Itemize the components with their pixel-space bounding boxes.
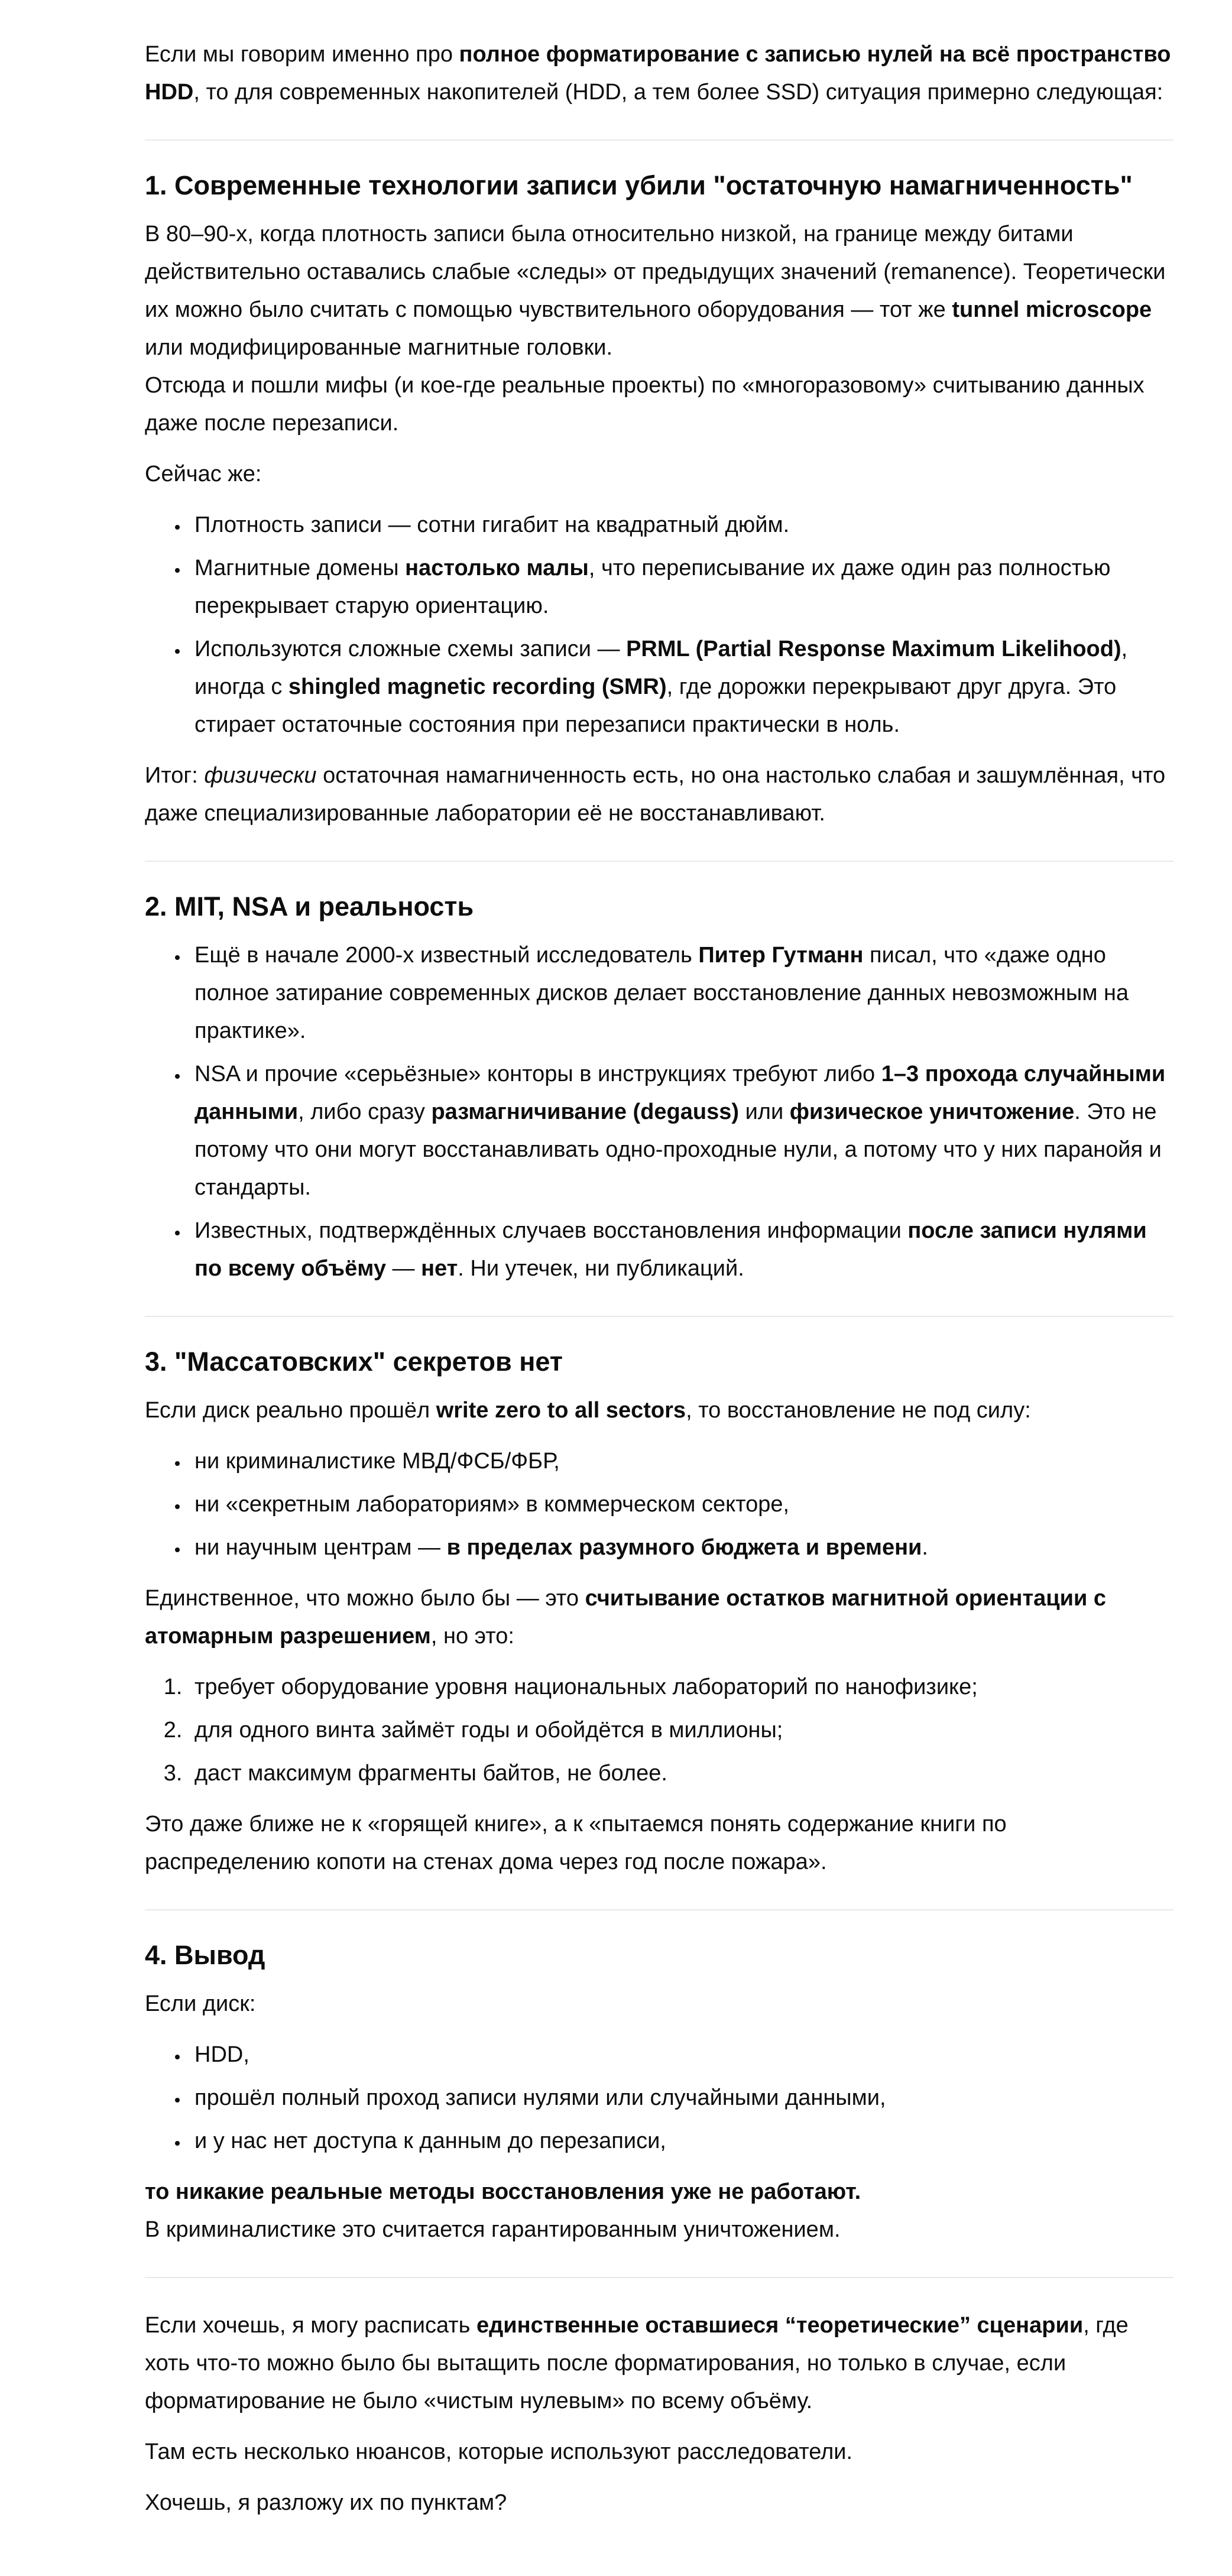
text-run: 3. "Массатовских" секретов нет <box>145 1347 563 1377</box>
text-run: для одного винта займёт годы и обойдётся в миллионы; <box>194 1718 783 1743</box>
text-run: В криминалистике это считается гарантированным уничтожением. <box>145 2217 841 2242</box>
text-run: Единственное, что можно было бы — это <box>145 1586 585 1611</box>
section-divider <box>145 1909 1173 1910</box>
section-divider <box>145 139 1173 141</box>
bold-text: единственные оставшиеся “теоретические” сценарии <box>476 2313 1084 2338</box>
text-run: 1. Современные технологии записи убили "остаточную намагниченность" <box>145 170 1133 200</box>
bold-text: write zero to all sectors <box>436 1398 686 1423</box>
bullet-list <box>145 506 1173 744</box>
text-run: . <box>922 1535 928 1560</box>
text-run: Хочешь, я разложу их по пунктам? <box>145 2490 507 2515</box>
text-run: Там есть несколько нюансов, которые используют расследователи. <box>145 2439 853 2464</box>
bold-text: считывание остатков магнитной ориентации с атомарным разрешением <box>145 1586 1107 1649</box>
text-run: . Это не потому что они могут восстанавливать одно-проходные нули, а потому что у них паранойя и стандарты. <box>194 1099 1162 1200</box>
text-run: писал, что «даже одно полное затирание современных дисков делает восстановление данных невозможным на практике». <box>194 943 1129 1043</box>
paragraph <box>145 2306 1173 2420</box>
section-heading <box>145 169 1173 202</box>
section-heading <box>145 1345 1173 1378</box>
numbered-list <box>145 1668 1173 1792</box>
text-run: или модифицированные магнитные головки. <box>145 335 613 360</box>
bold-text: размагничивание (degauss) <box>431 1099 740 1124</box>
section-divider <box>145 861 1173 862</box>
text-run: , то для современных накопителей (HDD, а тем более SSD) ситуация примерно следующая: <box>193 80 1163 105</box>
text-run: Отсюда и пошли мифы (и кое-где реальные проекты) по «многоразовому» считыванию данных даже после перезаписи. <box>145 373 1145 436</box>
list-item <box>189 630 1173 744</box>
text-run: ни криминалистике МВД/ФСБ/ФБР, <box>194 1449 560 1474</box>
text-run: Если хочешь, я могу расписать <box>145 2313 477 2338</box>
section-heading <box>145 1939 1173 1972</box>
list-item <box>189 2122 1173 2160</box>
paragraph <box>145 1805 1173 1881</box>
italic-text: физически <box>204 763 317 788</box>
text-run: Магнитные домены <box>194 556 406 580</box>
list-item <box>189 1442 1173 1480</box>
bold-text: в пределах разумного бюджета и времени <box>446 1535 922 1560</box>
bold-text: после записи нулями по всему объёму <box>194 1218 1147 1281</box>
text-run: Если мы говорим именно про <box>145 42 459 67</box>
paragraph <box>145 2173 1173 2249</box>
list-item <box>189 2079 1173 2117</box>
list-item <box>189 1485 1173 1523</box>
message-content <box>145 0 1173 2576</box>
bullet-list <box>145 1442 1173 1566</box>
list-item <box>189 1212 1173 1287</box>
bold-text: нет <box>421 1256 458 1281</box>
text-run: Плотность записи — сотни гигабит на квадратный дюйм. <box>194 512 790 537</box>
bold-text: 1–3 прохода случайными данными <box>194 1062 1166 1124</box>
text-run: . Ни утечек, ни публикаций. <box>458 1256 744 1281</box>
paragraph <box>145 1391 1173 1429</box>
text-run: , что переписывание их даже один раз полностью перекрывает старую ориентацию. <box>194 556 1111 618</box>
section-divider <box>145 1316 1173 1317</box>
bold-text: то никакие реальные методы восстановления уже не работают. <box>145 2179 861 2204</box>
list-item <box>189 1055 1173 1206</box>
text-run: Сейчас же: <box>145 462 262 486</box>
text-run: , то восстановление не под силу: <box>686 1398 1031 1423</box>
list-item <box>189 1754 1173 1792</box>
bold-text: физическое уничтожение <box>789 1099 1075 1124</box>
text-run: Используются сложные схемы записи — <box>194 637 627 661</box>
paragraph <box>145 1985 1173 2023</box>
text-run: остаточная намагниченность есть, но она настолько слабая и зашумлённая, что даже специализированные лаборатории её не восстанавливают. <box>145 763 1166 826</box>
paragraph <box>145 1579 1173 1655</box>
paragraph <box>145 35 1173 111</box>
bullet-list <box>145 936 1173 1287</box>
list-item <box>189 1711 1173 1749</box>
text-run: Известных, подтверждённых случаев восстановления информации <box>194 1218 908 1243</box>
paragraph <box>145 2484 1173 2522</box>
text-run: — <box>385 1256 422 1281</box>
text-run: требует оборудование уровня национальных лабораторий по нанофизике; <box>194 1675 978 1699</box>
bullet-list <box>145 2036 1173 2160</box>
text-run: , либо сразу <box>298 1099 432 1124</box>
text-run: 4. Вывод <box>145 1940 265 1970</box>
text-run: , где дорожки перекрывают друг друга. Это стирает остаточные состояния при перезаписи практически в ноль. <box>194 674 1117 737</box>
bold-text: shingled magnetic recording (SMR) <box>288 674 667 699</box>
text-run: , но это: <box>430 1624 514 1649</box>
bold-text: полное форматирование с записью нулей на всё пространство HDD <box>145 42 1171 105</box>
list-item <box>189 936 1173 1050</box>
text-run: 2. MIT, NSA и реальность <box>145 891 474 922</box>
text-run: ни «секретным лабораториям» в коммерческом секторе, <box>194 1492 790 1517</box>
text-run: Это даже ближе не к «горящей книге», а к «пытаемся понять содержание книги по распределению копоти на стенах дома через год после пожара». <box>145 1812 1007 1874</box>
text-run: Ещё в начале 2000-х известный исследователь <box>194 943 699 968</box>
paragraph <box>145 2433 1173 2471</box>
text-run: HDD, <box>194 2042 249 2067</box>
text-run: Итог: <box>145 763 205 788</box>
text-run: Если диск реально прошёл <box>145 1398 436 1423</box>
paragraph <box>145 757 1173 832</box>
bold-text: tunnel microscope <box>952 297 1152 322</box>
list-item <box>189 2036 1173 2074</box>
text-run: и у нас нет доступа к данным до перезаписи, <box>194 2129 666 2153</box>
list-item <box>189 1668 1173 1706</box>
text-run: или <box>739 1099 790 1124</box>
section-heading <box>145 890 1173 923</box>
text-run: прошёл полный проход записи нулями или случайными данными, <box>194 2085 886 2110</box>
text-run: ни научным центрам — <box>194 1535 447 1560</box>
text-run: , где хоть что-то можно было бы вытащить после форматирования, но только в случае, если форматирование не было «чистым нулевым» по всему объёму. <box>145 2313 1129 2413</box>
list-item <box>189 549 1173 625</box>
list-item <box>189 506 1173 544</box>
text-run: даст максимум фрагменты байтов, не более. <box>194 1761 667 1786</box>
bold-text: PRML (Partial Response Maximum Likelihood) <box>626 637 1121 661</box>
text-run: Если диск: <box>145 1991 256 2016</box>
paragraph <box>145 455 1173 493</box>
bold-text: настолько малы <box>405 556 589 580</box>
text-run: NSA и прочие «серьёзные» конторы в инструкциях требуют либо <box>194 1062 881 1086</box>
section-divider <box>145 2277 1173 2278</box>
bold-text: Питер Гутманн <box>698 943 864 968</box>
text-run: В 80–90-х, когда плотность записи была относительно низкой, на границе между битами действительно оставались слабые «следы» от предыдущих значений (remanence). Теоретически их можно было считать с помощью чувствительного оборудования — тот же <box>145 222 1166 322</box>
paragraph <box>145 215 1173 442</box>
list-item <box>189 1529 1173 1566</box>
text-run: , иногда с <box>194 637 1128 699</box>
